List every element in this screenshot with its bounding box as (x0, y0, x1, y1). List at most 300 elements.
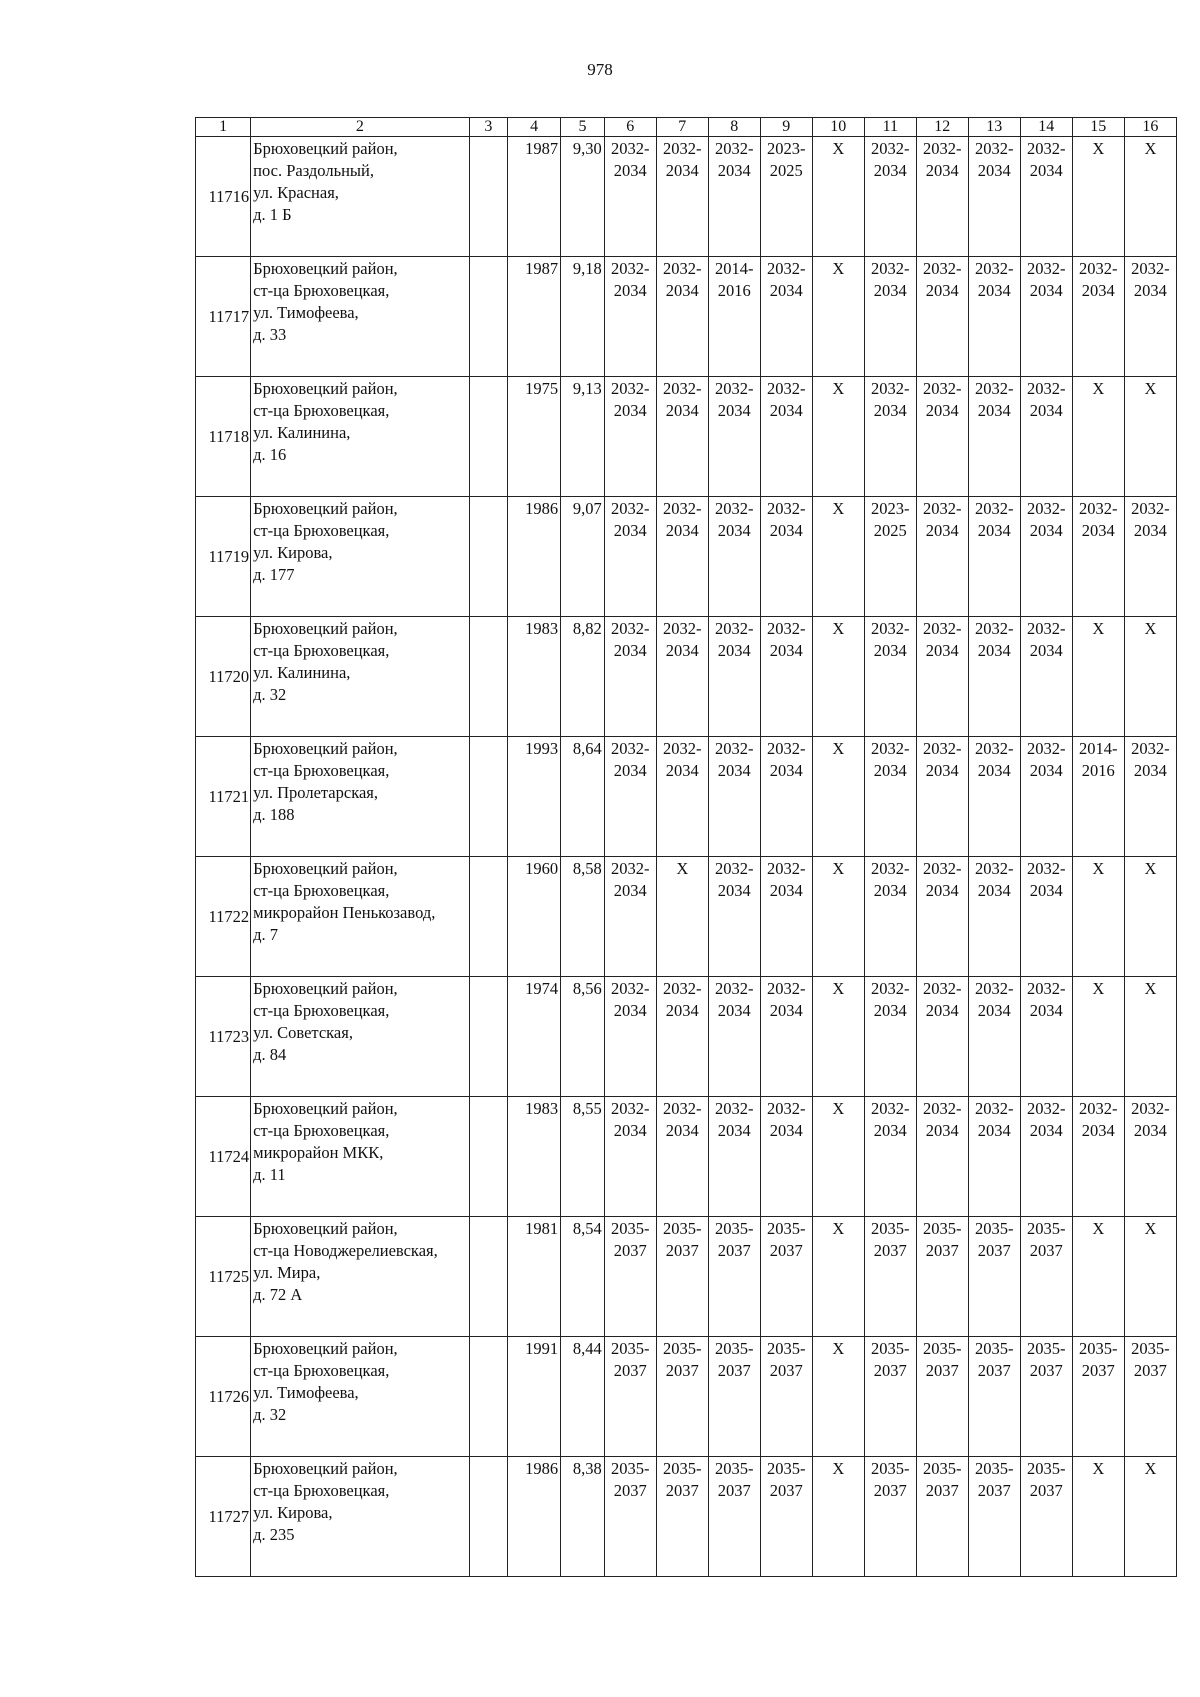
period-text: 2032- 2034 (611, 859, 650, 900)
period-text: 2035- 2037 (1027, 1339, 1066, 1380)
table-row (196, 1457, 1177, 1577)
period-text: 2035- 2037 (663, 1459, 702, 1500)
header-cell: 5 (561, 118, 605, 137)
period-text: 2032- 2034 (871, 859, 910, 900)
period-text: 2035- 2037 (767, 1339, 806, 1380)
address-line: ул. Калинина, (253, 423, 351, 442)
record-number: 11716 (196, 137, 251, 257)
record-number: 11718 (196, 377, 251, 497)
period-text: 2032- 2034 (1027, 619, 1066, 660)
period-text: 2032- 2034 (611, 1099, 650, 1140)
period-cell (864, 1337, 916, 1457)
period-text: 2032- 2034 (1079, 499, 1118, 540)
address-line: ст-ца Брюховецкая, (253, 1001, 390, 1020)
address-line: д. 235 (253, 1525, 295, 1544)
period-cell (916, 137, 968, 257)
record-number: 11722 (196, 857, 251, 977)
period-text: 2032- 2034 (715, 979, 754, 1020)
table-row (196, 1097, 1177, 1217)
record-number: 11727 (196, 1457, 251, 1577)
record-number: 11720 (196, 617, 251, 737)
period-text: 2035- 2037 (871, 1219, 910, 1260)
period-text: 2032- 2034 (923, 739, 962, 780)
address-line: ст-ца Новоджерелиевская, (253, 1241, 438, 1260)
table-row (196, 617, 1177, 737)
period-cell (656, 377, 708, 497)
period-text: 2032- 2034 (611, 739, 650, 780)
period-cell (760, 977, 812, 1097)
address-line: ул. Тимофеева, (253, 303, 359, 322)
period-text: 2032- 2034 (1027, 1099, 1066, 1140)
not-applicable-cell: X (1072, 977, 1124, 1097)
period-text: 2032- 2034 (975, 139, 1014, 180)
not-applicable-cell: X (1072, 1217, 1124, 1337)
value-cell: 8,58 (561, 857, 605, 977)
address-line: ул. Пролетарская, (253, 783, 379, 802)
period-cell (760, 857, 812, 977)
address-cell (251, 977, 469, 1097)
record-number: 11721 (196, 737, 251, 857)
period-cell (760, 257, 812, 377)
period-cell (916, 1217, 968, 1337)
not-applicable-cell: X (1124, 977, 1176, 1097)
period-text: 2032- 2034 (1027, 139, 1066, 180)
period-text: 2032- 2034 (611, 979, 650, 1020)
period-text: 2032- 2034 (611, 499, 650, 540)
header-cell: 3 (469, 118, 507, 137)
period-cell (864, 137, 916, 257)
period-text: 2032- 2034 (1131, 499, 1170, 540)
not-applicable-cell: X (1124, 1457, 1176, 1577)
period-text: 2014- 2016 (715, 259, 754, 300)
period-text: 2035- 2037 (975, 1459, 1014, 1500)
period-text: 2014- 2016 (1079, 739, 1118, 780)
period-cell (708, 1217, 760, 1337)
table-row (196, 1217, 1177, 1337)
period-cell (916, 497, 968, 617)
header-cell: 12 (916, 118, 968, 137)
not-applicable-cell: X (812, 257, 864, 377)
period-cell (864, 977, 916, 1097)
period-cell (1020, 137, 1072, 257)
period-text: 2035- 2037 (871, 1459, 910, 1500)
not-applicable-cell: X (812, 1337, 864, 1457)
table-row (196, 377, 1177, 497)
period-cell (916, 377, 968, 497)
period-cell (604, 137, 656, 257)
period-text: 2035- 2037 (1027, 1459, 1066, 1500)
period-cell (864, 1457, 916, 1577)
address-cell (251, 1097, 469, 1217)
period-text: 2032- 2034 (1027, 499, 1066, 540)
period-cell (864, 497, 916, 617)
period-cell (968, 617, 1020, 737)
table-row (196, 977, 1177, 1097)
year-cell: 1960 (508, 857, 561, 977)
period-cell (864, 1217, 916, 1337)
period-cell (1072, 497, 1124, 617)
period-cell (968, 257, 1020, 377)
address-line: пос. Раздольный, (253, 161, 374, 180)
period-cell (1020, 857, 1072, 977)
period-text: 2032- 2034 (663, 979, 702, 1020)
period-text: 2035- 2037 (611, 1219, 650, 1260)
period-text: 2032- 2034 (975, 979, 1014, 1020)
period-cell (1020, 257, 1072, 377)
year-cell: 1991 (508, 1337, 561, 1457)
address-line: ст-ца Брюховецкая, (253, 1121, 390, 1140)
period-text: 2035- 2037 (767, 1219, 806, 1260)
not-applicable-cell: X (1072, 377, 1124, 497)
period-cell (1072, 1337, 1124, 1457)
address-line: ст-ца Брюховецкая, (253, 401, 390, 420)
value-cell: 9,18 (561, 257, 605, 377)
address-line: Брюховецкий район, (253, 1339, 398, 1358)
period-text: 2032- 2034 (871, 1099, 910, 1140)
period-cell (1020, 1337, 1072, 1457)
period-cell (916, 977, 968, 1097)
period-cell (916, 617, 968, 737)
not-applicable-cell: X (1124, 617, 1176, 737)
period-text: 2035- 2037 (715, 1339, 754, 1380)
period-text: 2035- 2037 (715, 1459, 754, 1500)
table-row (196, 857, 1177, 977)
period-cell (916, 737, 968, 857)
period-text: 2032- 2034 (1027, 379, 1066, 420)
header-cell: 13 (968, 118, 1020, 137)
period-text: 2032- 2034 (611, 379, 650, 420)
address-line: ул. Кирова, (253, 543, 333, 562)
period-text: 2023- 2025 (871, 499, 910, 540)
period-cell (760, 1097, 812, 1217)
table-row (196, 737, 1177, 857)
record-number: 11724 (196, 1097, 251, 1217)
value-cell: 9,30 (561, 137, 605, 257)
not-applicable-cell: X (812, 1217, 864, 1337)
header-cell: 2 (251, 118, 469, 137)
period-text: 2032- 2034 (767, 379, 806, 420)
address-line: ул. Тимофеева, (253, 1383, 359, 1402)
period-cell (864, 1097, 916, 1217)
period-text: 2032- 2034 (715, 1099, 754, 1140)
address-line: ст-ца Брюховецкая, (253, 641, 390, 660)
period-text: 2032- 2034 (1027, 859, 1066, 900)
period-cell (604, 737, 656, 857)
period-text: 2032- 2034 (871, 739, 910, 780)
period-text: 2032- 2034 (975, 859, 1014, 900)
not-applicable-cell: X (812, 377, 864, 497)
table-row (196, 497, 1177, 617)
value-cell: 9,07 (561, 497, 605, 617)
period-text: 2032- 2034 (923, 859, 962, 900)
period-cell (864, 257, 916, 377)
period-cell (1020, 617, 1072, 737)
period-text: 2035- 2037 (611, 1459, 650, 1500)
period-cell (604, 1457, 656, 1577)
not-applicable-cell: X (812, 617, 864, 737)
period-text: 2035- 2037 (975, 1339, 1014, 1380)
period-cell (760, 1337, 812, 1457)
period-text: 2032- 2034 (715, 739, 754, 780)
period-cell (760, 137, 812, 257)
address-line: ул. Советская, (253, 1023, 353, 1042)
period-text: 2032- 2034 (923, 1099, 962, 1140)
value-cell: 8,64 (561, 737, 605, 857)
column-3-cell (469, 857, 507, 977)
period-text: 2032- 2034 (715, 139, 754, 180)
period-cell (708, 257, 760, 377)
period-cell (916, 1457, 968, 1577)
address-line: ул. Красная, (253, 183, 339, 202)
address-line: д. 11 (253, 1165, 286, 1184)
period-text: 2035- 2037 (1079, 1339, 1118, 1380)
period-cell (708, 137, 760, 257)
address-cell (251, 737, 469, 857)
not-applicable-cell: X (812, 977, 864, 1097)
period-text: 2032- 2034 (663, 739, 702, 780)
period-cell (916, 857, 968, 977)
period-cell (1020, 497, 1072, 617)
header-cell: 10 (812, 118, 864, 137)
period-text: 2032- 2034 (1079, 1099, 1118, 1140)
period-cell (1020, 977, 1072, 1097)
period-cell (968, 1217, 1020, 1337)
period-text: 2035- 2037 (871, 1339, 910, 1380)
year-cell: 1986 (508, 1457, 561, 1577)
period-cell (1020, 1217, 1072, 1337)
address-line: Брюховецкий район, (253, 619, 398, 638)
period-text: 2032- 2034 (663, 259, 702, 300)
period-cell (760, 737, 812, 857)
header-cell: 9 (760, 118, 812, 137)
period-text: 2032- 2034 (1027, 739, 1066, 780)
period-cell (968, 857, 1020, 977)
header-row (196, 118, 1177, 137)
address-line: д. 177 (253, 565, 295, 584)
address-line: ст-ца Брюховецкая, (253, 521, 390, 540)
period-cell (604, 497, 656, 617)
period-text: 2032- 2034 (663, 1099, 702, 1140)
period-cell (760, 1217, 812, 1337)
period-cell (656, 977, 708, 1097)
address-cell (251, 1217, 469, 1337)
period-text: 2032- 2034 (975, 499, 1014, 540)
record-number: 11717 (196, 257, 251, 377)
period-text: 2032- 2034 (663, 139, 702, 180)
year-cell: 1983 (508, 617, 561, 737)
year-cell: 1975 (508, 377, 561, 497)
year-cell: 1981 (508, 1217, 561, 1337)
address-line: ул. Калинина, (253, 663, 351, 682)
period-cell (864, 617, 916, 737)
not-applicable-cell: X (812, 497, 864, 617)
address-line: д. 16 (253, 445, 287, 464)
period-cell (760, 617, 812, 737)
not-applicable-cell: X (1124, 857, 1176, 977)
period-text: 2032- 2034 (923, 379, 962, 420)
period-cell (604, 257, 656, 377)
period-text: 2032- 2034 (1027, 979, 1066, 1020)
period-text: 2032- 2034 (975, 739, 1014, 780)
period-text: 2035- 2037 (923, 1219, 962, 1260)
address-line: д. 32 (253, 685, 287, 704)
period-cell (760, 1457, 812, 1577)
period-cell (1020, 1097, 1072, 1217)
address-line: Брюховецкий район, (253, 1099, 398, 1118)
header-cell: 4 (508, 118, 561, 137)
header-cell: 7 (656, 118, 708, 137)
period-cell (1124, 497, 1176, 617)
record-number: 11725 (196, 1217, 251, 1337)
value-cell: 8,44 (561, 1337, 605, 1457)
period-cell (708, 977, 760, 1097)
period-cell (708, 1097, 760, 1217)
period-text: 2035- 2037 (1027, 1219, 1066, 1260)
period-cell (656, 257, 708, 377)
column-3-cell (469, 1097, 507, 1217)
period-cell (656, 737, 708, 857)
not-applicable-cell: X (1124, 137, 1176, 257)
period-cell (1020, 1457, 1072, 1577)
address-line: д. 188 (253, 805, 295, 824)
not-applicable-cell: X (1124, 377, 1176, 497)
period-cell (1124, 737, 1176, 857)
period-text: 2032- 2034 (611, 619, 650, 660)
address-line: микрорайон МКК, (253, 1143, 384, 1162)
table-body (196, 118, 1177, 1577)
period-text: 2032- 2034 (715, 619, 754, 660)
period-cell (708, 737, 760, 857)
not-applicable-cell: X (812, 137, 864, 257)
period-cell (708, 857, 760, 977)
period-cell (916, 1097, 968, 1217)
header-cell: 16 (1124, 118, 1176, 137)
address-line: ул. Мира, (253, 1263, 321, 1282)
period-text: 2032- 2034 (767, 259, 806, 300)
address-line: Брюховецкий район, (253, 859, 398, 878)
address-line: д. 84 (253, 1045, 287, 1064)
period-text: 2032- 2034 (871, 379, 910, 420)
address-cell (251, 617, 469, 737)
address-line: д. 1 Б (253, 205, 292, 224)
period-text: 2032- 2034 (1131, 1099, 1170, 1140)
period-text: 2032- 2034 (871, 619, 910, 660)
period-cell (1072, 737, 1124, 857)
value-cell: 8,55 (561, 1097, 605, 1217)
period-cell (604, 1337, 656, 1457)
period-cell (864, 737, 916, 857)
period-text: 2035- 2037 (923, 1339, 962, 1380)
period-text: 2032- 2034 (663, 499, 702, 540)
period-cell (968, 377, 1020, 497)
period-text: 2032- 2034 (923, 499, 962, 540)
period-text: 2023- 2025 (767, 139, 806, 180)
record-number: 11719 (196, 497, 251, 617)
period-cell (968, 137, 1020, 257)
period-text: 2032- 2034 (1027, 259, 1066, 300)
address-line: Брюховецкий район, (253, 1459, 398, 1478)
period-text: 2032- 2034 (767, 1099, 806, 1140)
period-cell (708, 617, 760, 737)
period-cell (604, 977, 656, 1097)
record-number: 11726 (196, 1337, 251, 1457)
value-cell: 8,82 (561, 617, 605, 737)
period-cell (1124, 257, 1176, 377)
address-line: Брюховецкий район, (253, 139, 398, 158)
period-text: 2032- 2034 (663, 619, 702, 660)
header-cell: 6 (604, 118, 656, 137)
not-applicable-cell: X (812, 1097, 864, 1217)
period-text: 2032- 2034 (923, 139, 962, 180)
period-text: 2032- 2034 (663, 379, 702, 420)
period-cell (760, 497, 812, 617)
period-text: 2032- 2034 (923, 619, 962, 660)
period-text: 2032- 2034 (767, 619, 806, 660)
address-line: Брюховецкий район, (253, 259, 398, 278)
not-applicable-cell: X (1072, 857, 1124, 977)
not-applicable-cell: X (1072, 617, 1124, 737)
period-text: 2032- 2034 (1079, 259, 1118, 300)
year-cell: 1993 (508, 737, 561, 857)
period-cell (1124, 1337, 1176, 1457)
column-3-cell (469, 617, 507, 737)
value-cell: 8,56 (561, 977, 605, 1097)
column-3-cell (469, 377, 507, 497)
period-text: 2035- 2037 (923, 1459, 962, 1500)
period-text: 2032- 2034 (871, 259, 910, 300)
period-cell (708, 1457, 760, 1577)
period-cell (656, 137, 708, 257)
address-line: Брюховецкий район, (253, 979, 398, 998)
address-cell (251, 497, 469, 617)
period-cell (864, 857, 916, 977)
period-cell (656, 497, 708, 617)
column-3-cell (469, 137, 507, 257)
period-text: 2032- 2034 (975, 259, 1014, 300)
column-3-cell (469, 1457, 507, 1577)
period-text: 2035- 2037 (663, 1339, 702, 1380)
period-text: 2035- 2037 (611, 1339, 650, 1380)
address-cell (251, 1457, 469, 1577)
period-text: 2032- 2034 (871, 979, 910, 1020)
address-line: Брюховецкий район, (253, 379, 398, 398)
period-cell (968, 1457, 1020, 1577)
address-line: д. 7 (253, 925, 279, 944)
period-cell (968, 737, 1020, 857)
address-line: ст-ца Брюховецкая, (253, 881, 390, 900)
value-cell: 8,38 (561, 1457, 605, 1577)
period-cell (864, 377, 916, 497)
address-line: микрорайон Пенькозавод, (253, 903, 436, 922)
address-cell (251, 857, 469, 977)
period-text: 2032- 2034 (767, 739, 806, 780)
address-cell (251, 137, 469, 257)
column-3-cell (469, 497, 507, 617)
page-number: 978 (587, 60, 613, 79)
period-cell (1124, 1097, 1176, 1217)
table-row (196, 137, 1177, 257)
year-cell: 1974 (508, 977, 561, 1097)
address-line: Брюховецкий район, (253, 739, 398, 758)
not-applicable-cell: X (812, 737, 864, 857)
address-line: Брюховецкий район, (253, 499, 398, 518)
period-cell (1020, 737, 1072, 857)
period-cell (968, 1337, 1020, 1457)
period-text: 2032- 2034 (975, 379, 1014, 420)
not-applicable-cell: X (1072, 1457, 1124, 1577)
period-text: 2032- 2034 (975, 619, 1014, 660)
period-cell (1072, 1097, 1124, 1217)
